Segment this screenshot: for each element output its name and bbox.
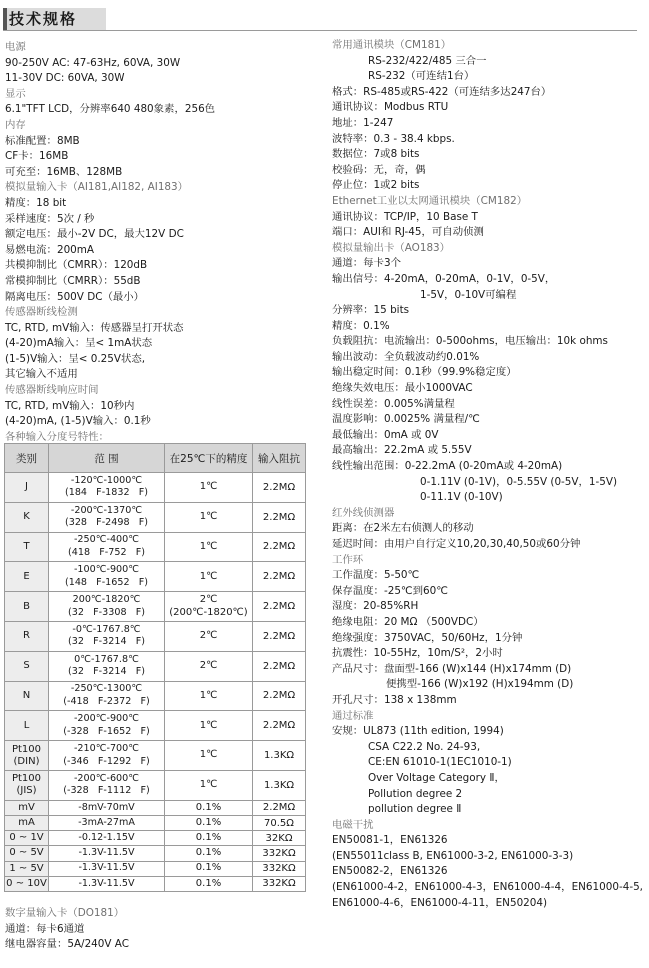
spec-line: 便携型-166 (W)x192 (H)x194mm (D) [386,678,574,691]
range-fahrenheit: (418 F-752 F) [68,546,145,558]
cell-accuracy [165,473,253,503]
thermocouple-spec-table [4,443,306,892]
range-celsius: -120℃-1000℃ [70,474,143,486]
cell-type: mA [5,815,49,830]
range-celsius: 200℃-1820℃ [72,594,141,606]
cell-impedance: 32KΩ [253,831,306,846]
section-heading: 传感器断线检测 [5,306,78,319]
cell-accuracy [165,681,253,711]
spec-line: Over Voltage Category Ⅱ， [368,771,505,784]
table-row [5,651,306,681]
spec-line: pollution degree Ⅱ [368,803,462,816]
accuracy-value: 0.1% [195,862,222,874]
table-header-accuracy: 在25℃下的精度 [165,444,253,473]
page-title-text: 技术规格 [9,10,78,28]
spec-line: (EN61000-4-2，EN61000-4-3，EN61000-4-4，EN61000-4-5, [332,881,643,894]
spec-line: (1-5)V输入：呈< 0.25V状态, [5,352,146,365]
spec-line: CF卡：16MB [5,150,69,163]
cell-range [49,502,165,532]
cell-range [49,711,165,741]
cell-type: E [5,562,49,592]
cell-type: B [5,592,49,622]
table-row [5,831,306,846]
table-row [5,711,306,741]
spec-line: 共模抑制比（CMRR）：120dB [5,259,148,272]
spec-line: 波特率：0.3 - 38.4 kbps. [332,132,455,145]
cell-range [49,651,165,681]
cell-impedance: 2.2MΩ [253,473,306,503]
spec-line: 隔离电压：500V DC（最小） [5,290,145,303]
spec-line: TC, RTD, mV输入：传感器呈打开状态 [5,321,184,334]
section-header [3,8,637,31]
cell-range [49,846,165,861]
cell-accuracy [165,815,253,830]
cell-impedance: 2.2MΩ [253,592,306,622]
cell-accuracy [165,502,253,532]
table-row [5,473,306,503]
spec-line: (4-20)mA输入：呈< 1mA状态 [5,337,153,350]
cell-accuracy [165,651,253,681]
section-heading: 数字量输入卡（DO181） [5,907,125,919]
spec-line: RS-232/422/485 三合一 [368,54,487,67]
spec-line: 继电器容量：5A/240V AC [5,938,129,951]
spec-line: EN50081-1，EN61326 [332,834,448,847]
cell-accuracy [165,711,253,741]
cell-impedance: 332KΩ [253,876,306,891]
cell-range [49,681,165,711]
range-celsius: -200℃-1370℃ [70,504,143,516]
section-heading: 各种输入分度号特性： [5,430,109,443]
spec-line: RS-232（可连结1台） [368,70,475,83]
range-fahrenheit: (-346 F-1292 F) [63,755,150,767]
spec-line: 温度影响：0.0025% 满量程/℃ [332,413,480,426]
spec-line: EN50082-2，EN61326 [332,865,448,878]
spec-line: 分辨率：15 bits [332,304,410,317]
range-fahrenheit: (32 F-3214 F) [68,636,145,648]
cell-type: T [5,532,49,562]
spec-line: 负载阻抗：电流输出：0-500ohms，电压输出：10k ohms [332,335,608,348]
cell-accuracy [165,876,253,891]
range-fahrenheit: (-418 F-2372 F) [63,695,150,707]
range-celsius: -1.3V-11.5V [78,877,135,889]
cell-type: J [5,473,49,503]
section-heading: 常用通讯模块（CM181） [332,39,452,51]
table-row [5,861,306,876]
range-fahrenheit: (32 F-3308 F) [68,606,145,618]
accuracy-value: 1℃ [199,689,218,701]
cell-impedance: 332KΩ [253,861,306,876]
cell-impedance: 2.2MΩ [253,621,306,651]
cell-type: Pt100 (JIS) [5,770,49,800]
spec-line: 通讯协议：TCP/IP，10 Base T [332,210,478,223]
spec-line: 额定电压：最小-2V DC，最大12V DC [5,228,184,241]
section-heading: 电源 [5,41,26,53]
spec-line: 绝缘电阻：20 MΩ （500VDC） [332,615,484,628]
cell-type: mV [5,800,49,815]
range-celsius: -210℃-700℃ [73,743,140,755]
accuracy-value: 2℃ [199,594,218,606]
table-row [5,741,306,771]
table-header-row [5,444,306,473]
spec-line: Pollution degree 2 [368,787,463,800]
cell-range [49,621,165,651]
cell-impedance: 70.5Ω [253,815,306,830]
range-celsius: -0.12-1.15V [78,831,135,843]
spec-line: 标准配置：8MB [5,134,80,147]
spec-line: 湿度：20-85%RH [332,600,419,613]
accuracy-value: 1℃ [199,481,218,493]
spec-line: 90-250V AC: 47-63Hz, 60VA, 30W [5,56,181,69]
spec-line: 产品尺寸：盘面型-166 (W)x144 (H)x174mm (D) [332,662,572,675]
spec-line: 保存温度：-25℃到60℃ [332,584,448,597]
spec-line: 线性输出范围：0-22.2mA (0-20mA或 4-20mA) [332,460,563,473]
spec-line: 输出波动：全负载波动约0.01% [332,350,480,363]
range-celsius: -8mV-70mV [78,801,135,813]
cell-impedance: 1.3KΩ [253,741,306,771]
spec-line: 可充至：16MB、128MB [5,165,123,178]
cell-accuracy [165,770,253,800]
spec-line: 11-30V DC: 60VA, 30W [5,72,125,85]
table-header-range: 范 围 [49,444,165,473]
spec-line: 格式：RS-485或RS-422（可连结多达247台） [332,85,552,98]
accuracy-value: 0.1% [195,847,222,859]
table-header-impedance: 输入阻抗 [253,444,306,473]
table-row [5,532,306,562]
spec-line: 精度：18 bit [5,196,67,209]
cell-impedance: 2.2MΩ [253,651,306,681]
cell-accuracy [165,592,253,622]
right-column [332,38,644,911]
accuracy-value: 0.1% [195,877,222,889]
cell-type: 0 ~ 5V [5,846,49,861]
accuracy-value: 0.1% [195,831,222,843]
range-celsius: -250℃-400℃ [73,534,140,546]
spec-line: 0-11.1V (0-10V) [420,491,503,504]
spec-line: 其它输入不适用 [5,368,78,381]
cell-accuracy [165,562,253,592]
section-heading: 电磁干扰 [332,818,374,831]
spec-line: 精度：0.1% [332,319,390,332]
spec-line: 6.1"TFT LCD，分辨率640 480象素，256色 [5,103,216,116]
cell-impedance: 1.3KΩ [253,770,306,800]
spec-line: TC, RTD, mV输入：10秒内 [5,399,135,412]
range-celsius: -250℃-1300℃ [70,683,143,695]
range-celsius: -200℃-900℃ [73,713,140,725]
spec-line: 最低输出：0mA 或 0V [332,428,439,441]
spec-line: 绝缘强度：3750VAC，50/60Hz，1分钟 [332,631,523,644]
left-column [5,40,320,445]
spec-line: 延迟时间：由用户自行定义10,20,30,40,50或60分钟 [332,538,581,550]
section-heading: 显示 [5,87,26,100]
spec-line: 输出稳定时间：0.1秒（99.9%稳定度） [332,366,517,379]
spec-line: 工作温度：5-50℃ [332,569,420,582]
accuracy-value: 0.1% [195,801,222,813]
spec-line: 开孔尺寸：138 x 138mm [332,693,457,706]
table-row [5,681,306,711]
accuracy-value: 0.1% [195,816,222,828]
cell-type: N [5,681,49,711]
table-row [5,770,306,800]
spec-line: 距离：在2米左右侦测人的移动 [332,522,474,535]
spec-line: CSA C22.2 No. 24-93, [368,740,481,753]
range-celsius: 0℃-1767.8℃ [74,653,139,665]
cell-accuracy [165,846,253,861]
range-celsius: -1.3V-11.5V [78,847,135,859]
page-title [3,8,106,30]
cell-type: K [5,502,49,532]
spec-line: (EN55011class B, EN61000-3-2, EN61000-3-3) [332,849,574,862]
section-heading: 工作环 [332,553,364,566]
table-row [5,621,306,651]
spec-line: 输出信号：4-20mA，0-20mA，0-1V，0-5V， [332,272,556,285]
accuracy-value: 1℃ [199,540,218,552]
spec-line: 抗震性：10-55Hz，10m/S²，2小时 [332,647,503,660]
spec-line: CE:EN 61010-1(1EC1010-1) [368,756,512,769]
cell-type: 1 ~ 5V [5,861,49,876]
range-celsius: -100℃-900℃ [73,564,140,576]
cell-impedance: 2.2MΩ [253,562,306,592]
cell-range [49,800,165,815]
cell-accuracy [165,861,253,876]
cell-type: R [5,621,49,651]
spec-line: 通讯协议：Modbus RTU [332,101,449,114]
cell-range [49,562,165,592]
range-celsius: -200℃-600℃ [73,772,140,784]
section-heading: 模拟量输入卡（AI181,AI182, AI183） [5,181,189,194]
cell-range [49,861,165,876]
spec-line: 线性误差：0.005%满量程 [332,397,455,410]
spec-line: 易燃电流：200mA [5,243,95,256]
cell-impedance: 2.2MΩ [253,800,306,815]
range-fahrenheit: (-328 F-1112 F) [63,785,150,797]
cell-impedance: 2.2MΩ [253,502,306,532]
section-heading: Ethernet工业以太网通讯模块（CM182） [332,194,528,207]
left-bottom-block [5,906,320,953]
cell-accuracy [165,800,253,815]
cell-accuracy [165,532,253,562]
table-row [5,876,306,891]
cell-range [49,770,165,800]
spec-line: 绝缘失效电压：最小1000VAC [332,382,473,395]
range-fahrenheit: (328 F-2498 F) [64,517,148,529]
section-heading: 通过标准 [332,709,374,722]
accuracy-value: 1℃ [199,779,218,791]
spec-line: 停止位：1或2 bits [332,179,420,192]
range-celsius: -3mA-27mA [78,816,135,828]
cell-impedance: 332KΩ [253,846,306,861]
spec-line: 端口：AUI和 RJ-45，可自动侦测 [332,226,484,239]
range-fahrenheit: (148 F-1652 F) [64,576,148,588]
cell-type: 0 ~ 10V [5,876,49,891]
table-row [5,815,306,830]
section-heading: 模拟量输出卡（AO183） [332,241,451,254]
spec-line: 0-1.11V (0-1V)，0-5.55V (0-5V，1-5V) [420,475,618,488]
cell-accuracy [165,741,253,771]
range-fahrenheit: (32 F-3214 F) [68,666,145,678]
cell-accuracy [165,831,253,846]
table-row [5,800,306,815]
table-header-type: 类别 [5,444,49,473]
range-fahrenheit: (-328 F-1652 F) [63,725,150,737]
cell-range [49,473,165,503]
cell-range [49,815,165,830]
accuracy-value: 1℃ [199,749,218,761]
cell-range [49,592,165,622]
table-row [5,562,306,592]
cell-range [49,831,165,846]
cell-range [49,876,165,891]
section-heading: 传感器断线响应时间 [5,384,99,397]
spec-line: 校验码：无，奇，偶 [332,163,426,176]
accuracy-value: 2℃ [199,659,218,671]
title-marker [3,8,7,30]
table-row [5,846,306,861]
table-row [5,592,306,622]
section-heading: 红外线侦测器 [332,506,395,519]
range-fahrenheit: (184 F-1832 F) [64,487,148,499]
spec-line: (4-20)mA, (1-5)V输入：0.1秒 [5,415,151,428]
cell-accuracy [165,621,253,651]
cell-impedance: 2.2MΩ [253,532,306,562]
spec-line: 最高输出：22.2mA 或 5.55V [332,444,472,457]
range-celsius: -1.3V-11.5V [78,862,135,874]
spec-line: EN61000-4-6，EN61000-4-11，EN50204) [332,896,548,909]
spec-line: 1-5V，0-10V可编程 [420,288,517,301]
accuracy-value: 1℃ [199,719,218,731]
cell-impedance: 2.2MΩ [253,681,306,711]
cell-range [49,532,165,562]
cell-impedance: 2.2MΩ [253,711,306,741]
spec-line: 地址：1-247 [332,116,394,129]
accuracy-value: 2℃ [199,630,218,642]
cell-type: 0 ~ 1V [5,831,49,846]
range-celsius: -0℃-1767.8℃ [72,623,141,635]
accuracy-value: 1℃ [199,570,218,582]
cell-type: Pt100 (DIN) [5,741,49,771]
spec-line: 采样速度：5次 / 秒 [5,212,95,225]
section-heading: 内存 [5,118,26,131]
spec-line: 通道：每卡3个 [332,257,401,270]
spec-line: 通道：每卡6通道 [5,922,85,935]
spec-line: 安规：UL873 (11th edition, 1994) [332,725,504,738]
spec-line: 数据位：7或8 bits [332,148,420,161]
cell-type: S [5,651,49,681]
cell-type: L [5,711,49,741]
table-row [5,502,306,532]
accuracy-range-note: (200℃-1820℃) [169,606,248,618]
accuracy-value: 1℃ [199,510,218,522]
cell-range [49,741,165,771]
spec-line: 常模抑制比（CMRR）：55dB [5,274,141,287]
